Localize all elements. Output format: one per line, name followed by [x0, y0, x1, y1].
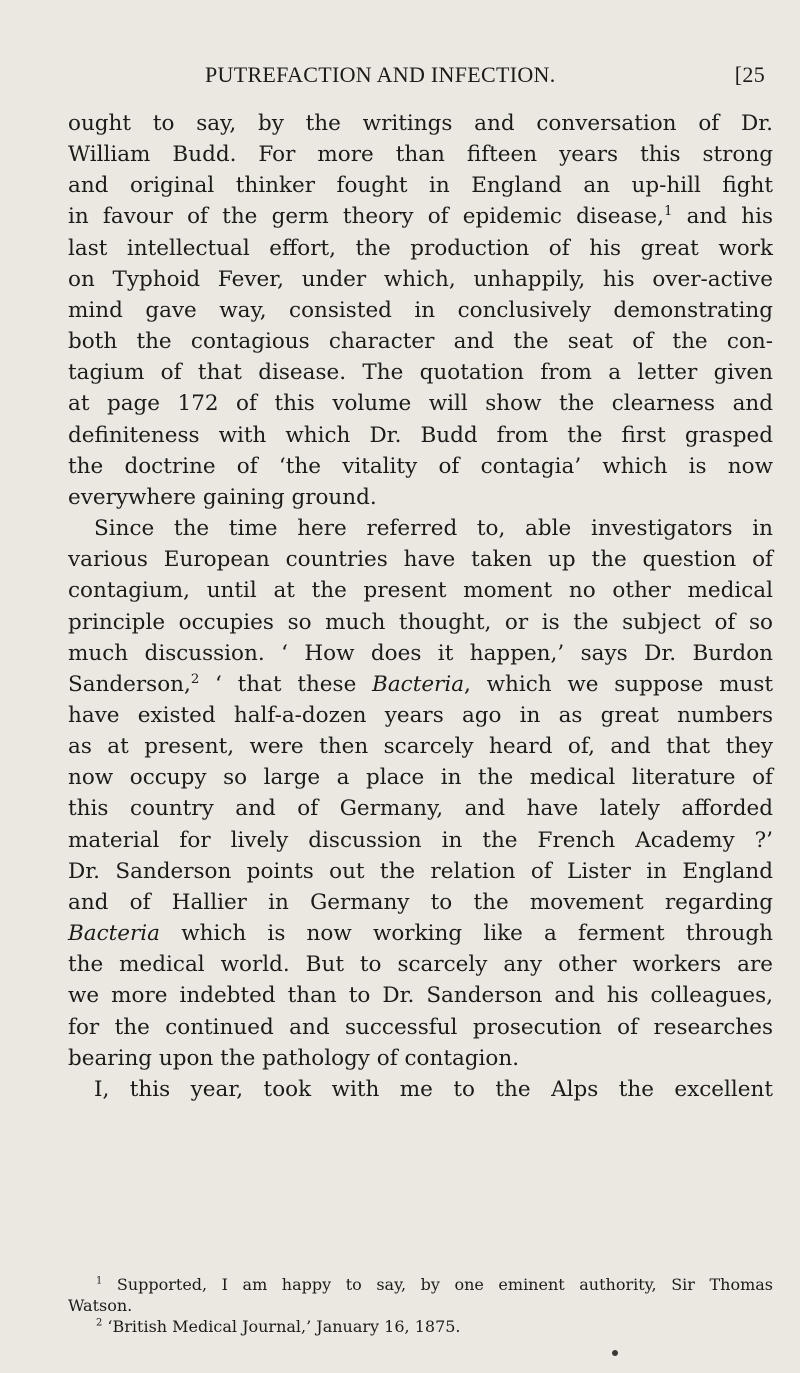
text-run: in favour of the germ theory of epidemic disease, [68, 204, 664, 230]
text-line: the doctrine of ‘the vitality of contagia’ which is now [68, 453, 773, 479]
text-line: the medical world. But to scarcely any other workers are [68, 952, 773, 978]
italic-term: Bacteria [372, 671, 465, 697]
running-header [205, 62, 765, 98]
text-line: principle occupies so much thought, or is the subject of so [68, 609, 773, 635]
footnote-marker: 1 [96, 1275, 103, 1287]
italic-term: Bacteria [68, 921, 160, 947]
running-title: PUTREFACTION AND INFECTION. [205, 62, 556, 87]
text-line: and original thinker fought in England an up-hill fight [68, 173, 773, 199]
text-line: various European countries have taken up the question of [68, 547, 773, 573]
body-text [68, 108, 773, 1105]
text-line: for the continued and successful prosecution of researches [68, 1014, 773, 1040]
text-run: ‘ that these [199, 671, 373, 697]
footnote-2 [68, 1316, 773, 1337]
text-line: material for lively discussion in the French Academy ?’ [68, 827, 773, 853]
footnote-1 [68, 1274, 773, 1295]
footnote-ref-1: 1 [663, 204, 673, 220]
text-line: Dr. Sanderson points out the relation of Lister in England [68, 858, 773, 884]
text-line: ought to say, by the writings and conversation of Dr. [68, 111, 773, 136]
text-line: have existed half-a-dozen years ago in as great numbers [68, 702, 773, 728]
footnote-text: ‘British Medical Journal,’ January 16, 1875. [107, 1317, 461, 1336]
page-number: [25 [734, 62, 765, 87]
footnote-text: Supported, I am happy to say, by one eminent authority, Sir Thomas [116, 1275, 774, 1294]
text-run: which is now working like a ferment through [160, 921, 773, 947]
text-run: and his [672, 204, 774, 230]
paragraph-3 [68, 1074, 773, 1105]
text-line: mind gave way, consisted in conclusively demonstrating [68, 297, 773, 323]
text-run: Sanderson, [68, 671, 191, 697]
text-line: everywhere gaining ground. [68, 484, 377, 510]
paragraph-2 [68, 513, 773, 1074]
text-line: bearing upon the pathology of contagion. [68, 1045, 520, 1071]
text-line: now occupy so large a place in the medical literature of [68, 765, 773, 791]
ink-spot [612, 1350, 618, 1356]
text-line: I, this year, took with me to the Alps the excellent [94, 1076, 773, 1102]
text-line: definiteness with which Dr. Budd from the first grasped [68, 422, 773, 448]
text-line [68, 669, 773, 700]
text-line: this country and of Germany, and have lately afforded [68, 796, 773, 822]
text-run: , which we suppose must [464, 671, 773, 697]
text-line: Since the time here referred to, able investigators in [94, 516, 773, 542]
text-line: much discussion. ‘ How does it happen,’ says Dr. Burdon [68, 640, 773, 666]
text-line: last intellectual effort, the production of his great work [68, 235, 773, 261]
paragraph-1 [68, 108, 773, 513]
footnote-ref-2: 2 [190, 671, 200, 687]
text-line: contagium, until at the present moment no other medical [68, 578, 773, 604]
text-line: as at present, were then scarcely heard of, and that they [68, 734, 773, 760]
text-line: tagium of that disease. The quotation from a letter given [68, 360, 773, 386]
text-line [68, 918, 773, 949]
footnote-1-continued: Watson. [68, 1296, 133, 1315]
text-line: at page 172 of this volume will show the clearness and [68, 391, 773, 417]
text-line [68, 201, 773, 232]
text-line: William Budd. For more than fifteen years this strong [68, 142, 773, 168]
text-line: we more indebted than to Dr. Sanderson and his colleagues, [68, 983, 773, 1009]
footnote-marker: 2 [96, 1317, 103, 1329]
footnotes [68, 1274, 773, 1337]
text-line: and of Hallier in Germany to the movement regarding [68, 889, 773, 915]
text-line: on Typhoid Fever, under which, unhappily, his over-active [68, 266, 773, 292]
text-line: both the contagious character and the seat of the con- [68, 329, 773, 355]
